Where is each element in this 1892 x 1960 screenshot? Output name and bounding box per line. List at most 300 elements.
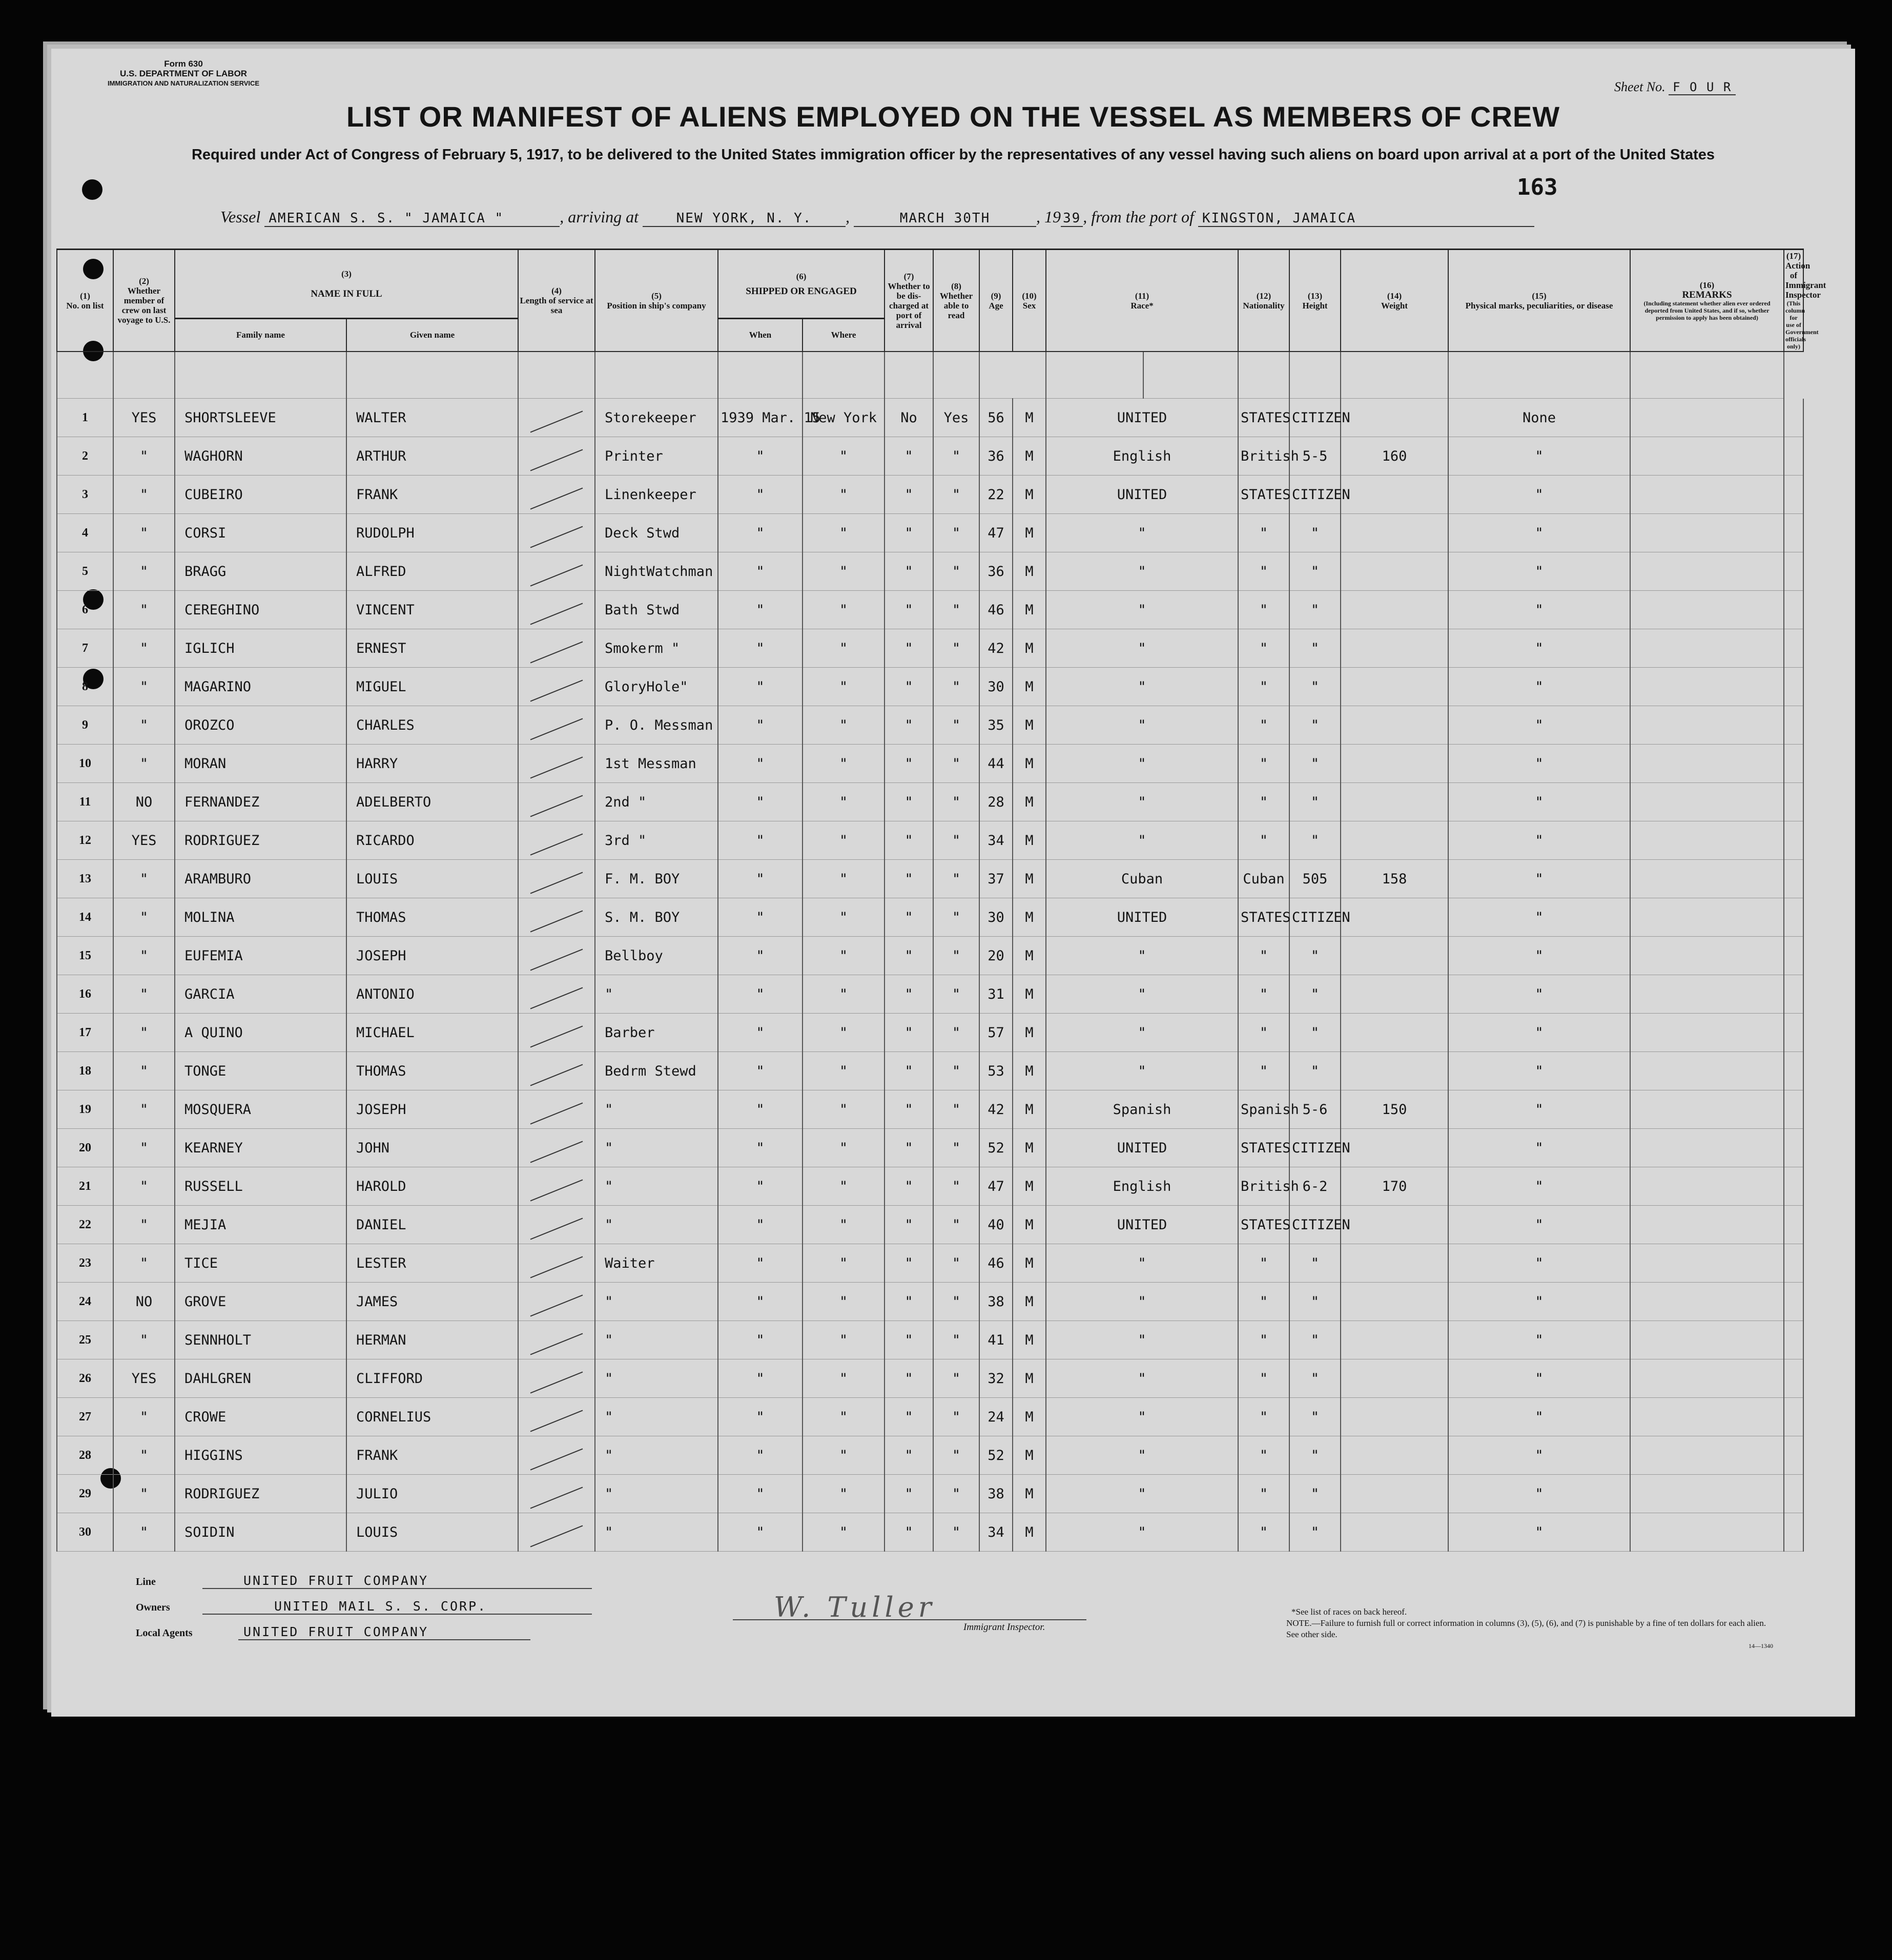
check-mark-icon	[530, 1256, 583, 1278]
cell-prev: "	[113, 898, 175, 937]
check-mark-cell	[518, 1129, 595, 1167]
cell-age: 36	[979, 552, 1013, 591]
cell-height: "	[1289, 629, 1341, 668]
empty-cell	[1630, 629, 1784, 668]
cell-position: Printer	[595, 437, 718, 476]
cell-marks: "	[1448, 629, 1630, 668]
cell-nat: "	[1238, 783, 1289, 821]
cell-nat: "	[1238, 1398, 1289, 1436]
cell-race: English	[1046, 437, 1238, 476]
cell-race: "	[1046, 1244, 1238, 1283]
check-mark-cell	[518, 437, 595, 476]
cell-weight	[1341, 1398, 1448, 1436]
vessel-line: Vessel AMERICAN S. S. " JAMAICA " , arriving at NEW YORK, N. Y. , MARCH 30TH , 19 39 , from the port of KINGSTON, JAMAICA	[220, 208, 1534, 227]
col-header-read: (8) Whether able to read	[933, 250, 979, 352]
cell-nat: "	[1238, 1475, 1289, 1513]
cell-disch: "	[885, 591, 933, 629]
cell-marks: "	[1448, 1167, 1630, 1206]
cell-no: 20	[57, 1129, 113, 1167]
cell-position: Bellboy	[595, 937, 718, 975]
arriving-port: NEW YORK, N. Y.	[643, 211, 846, 227]
empty-cell	[1630, 1129, 1784, 1167]
cell-family: GARCIA	[175, 975, 346, 1014]
cell-position: "	[595, 1513, 718, 1552]
cell-no: 8	[57, 668, 113, 706]
cell-read: Yes	[933, 399, 979, 437]
check-mark-icon	[530, 1371, 583, 1393]
empty-cell	[1630, 898, 1784, 937]
cell-family: KEARNEY	[175, 1129, 346, 1167]
cell-read: "	[933, 514, 979, 552]
empty-cell	[1630, 552, 1784, 591]
cell-nat: "	[1238, 937, 1289, 975]
cell-disch: "	[885, 821, 933, 860]
cell-family: OROZCO	[175, 706, 346, 745]
cell-no: 17	[57, 1014, 113, 1052]
cell-family: HIGGINS	[175, 1436, 346, 1475]
cell-sex: M	[1013, 975, 1046, 1014]
cell-family: SENNHOLT	[175, 1321, 346, 1359]
cell-marks: "	[1448, 552, 1630, 591]
check-mark-icon	[530, 1294, 583, 1316]
empty-cell	[1784, 1398, 1803, 1436]
cell-weight: 170	[1341, 1167, 1448, 1206]
check-mark-icon	[530, 833, 583, 855]
col-header-discharged: (7) Whether to be dis-charged at port of arrival	[885, 250, 933, 352]
cell-position: "	[595, 1283, 718, 1321]
cell-when: "	[718, 552, 803, 591]
cell-height: "	[1289, 1283, 1341, 1321]
cell-no: 26	[57, 1359, 113, 1398]
cell-nat: STATES	[1238, 399, 1289, 437]
cell-where: "	[803, 706, 885, 745]
cell-sex: M	[1013, 783, 1046, 821]
cell-family: CORSI	[175, 514, 346, 552]
cell-nat: "	[1238, 1321, 1289, 1359]
check-mark-icon	[530, 1448, 583, 1470]
table-row	[57, 898, 1803, 937]
check-mark-icon	[530, 1333, 583, 1355]
cell-when: 1939 Mar. 15	[718, 399, 803, 437]
cell-no: 22	[57, 1206, 113, 1244]
cell-height: "	[1289, 1321, 1341, 1359]
empty-cell	[1784, 591, 1803, 629]
cell-weight	[1341, 591, 1448, 629]
cell-race: "	[1046, 591, 1238, 629]
cell-given: FRANK	[346, 476, 518, 514]
cell-read: "	[933, 1359, 979, 1398]
note-text: —Failure to furnish full or correct information in columns (3), (5), (6), and (7) is punishable by a fine of ten dollars for each alien. See other side.	[1286, 1618, 1766, 1639]
cell-no: 9	[57, 706, 113, 745]
cell-disch: "	[885, 1359, 933, 1398]
cell-nat: STATES	[1238, 898, 1289, 937]
cell-when: "	[718, 1321, 803, 1359]
cell-read: "	[933, 860, 979, 898]
cell-where: "	[803, 1283, 885, 1321]
cell-given: JAMES	[346, 1283, 518, 1321]
arrival-date: MARCH 30TH	[854, 211, 1036, 227]
cell-no: 11	[57, 783, 113, 821]
form-header-block	[108, 59, 259, 88]
cell-sex: M	[1013, 821, 1046, 860]
cell-when: "	[718, 1398, 803, 1436]
cell-read: "	[933, 1475, 979, 1513]
cell-nat: "	[1238, 1513, 1289, 1552]
cell-position: "	[595, 1167, 718, 1206]
col-header-shipped: (6) SHIPPED OR ENGAGED	[718, 250, 885, 319]
cell-no: 15	[57, 937, 113, 975]
cell-sex: M	[1013, 437, 1046, 476]
cell-no: 5	[57, 552, 113, 591]
col-header-no: (1) No. on list	[57, 250, 113, 352]
cell-given: LOUIS	[346, 1513, 518, 1552]
cell-where: "	[803, 783, 885, 821]
cell-given: MIGUEL	[346, 668, 518, 706]
cell-family: MAGARINO	[175, 668, 346, 706]
table-row	[57, 1359, 1803, 1398]
table-row	[57, 1283, 1803, 1321]
col-header-weight: (14) Weight	[1341, 250, 1448, 352]
col-header-nationality: (12) Nationality	[1238, 250, 1289, 352]
check-mark-cell	[518, 1244, 595, 1283]
cell-prev: "	[113, 1090, 175, 1129]
cell-no: 19	[57, 1090, 113, 1129]
cell-nat: "	[1238, 668, 1289, 706]
cell-where: "	[803, 1206, 885, 1244]
cell-nat: "	[1238, 629, 1289, 668]
cell-disch: No	[885, 399, 933, 437]
cell-weight	[1341, 476, 1448, 514]
cell-prev: YES	[113, 821, 175, 860]
form-number: Form 630	[164, 59, 203, 69]
cell-read: "	[933, 476, 979, 514]
cell-disch: "	[885, 514, 933, 552]
cell-position: Waiter	[595, 1244, 718, 1283]
cell-when: "	[718, 898, 803, 937]
table-row	[57, 591, 1803, 629]
cell-read: "	[933, 1283, 979, 1321]
cell-position: Bedrm Stewd	[595, 1052, 718, 1090]
cell-read: "	[933, 937, 979, 975]
table-row	[57, 821, 1803, 860]
cell-disch: "	[885, 1321, 933, 1359]
cell-prev: "	[113, 514, 175, 552]
empty-cell	[1630, 821, 1784, 860]
check-mark-cell	[518, 1206, 595, 1244]
cell-no: 16	[57, 975, 113, 1014]
empty-cell	[1630, 437, 1784, 476]
cell-family: RODRIGUEZ	[175, 821, 346, 860]
cell-sex: M	[1013, 1513, 1046, 1552]
empty-cell	[1784, 1475, 1803, 1513]
cell-prev: "	[113, 437, 175, 476]
cell-age: 22	[979, 476, 1013, 514]
cell-race: "	[1046, 1513, 1238, 1552]
empty-cell	[1630, 1244, 1784, 1283]
cell-where: "	[803, 745, 885, 783]
line-value: UNITED FRUIT COMPANY	[202, 1573, 592, 1589]
cell-given: ERNEST	[346, 629, 518, 668]
cell-age: 52	[979, 1436, 1013, 1475]
cell-read: "	[933, 1052, 979, 1090]
check-mark-cell	[518, 1359, 595, 1398]
empty-cell	[1630, 1321, 1784, 1359]
cell-nat: "	[1238, 1283, 1289, 1321]
cell-marks: "	[1448, 1321, 1630, 1359]
empty-cell	[1630, 975, 1784, 1014]
cell-no: 3	[57, 476, 113, 514]
cell-disch: "	[885, 783, 933, 821]
cell-sex: M	[1013, 1129, 1046, 1167]
table-row	[57, 860, 1803, 898]
empty-cell	[1630, 1283, 1784, 1321]
cell-no: 12	[57, 821, 113, 860]
cell-position: "	[595, 1475, 718, 1513]
cell-where: "	[803, 1398, 885, 1436]
cell-prev: "	[113, 745, 175, 783]
cell-given: RUDOLPH	[346, 514, 518, 552]
empty-cell	[1784, 783, 1803, 821]
cell-when: "	[718, 629, 803, 668]
cell-given: JULIO	[346, 1475, 518, 1513]
check-mark-cell	[518, 1167, 595, 1206]
cell-read: "	[933, 629, 979, 668]
cell-when: "	[718, 1475, 803, 1513]
arriving-label: , arriving at	[560, 208, 639, 226]
cell-marks: "	[1448, 706, 1630, 745]
sheet-number	[1614, 79, 1736, 95]
cell-no: 6	[57, 591, 113, 629]
cell-race: "	[1046, 821, 1238, 860]
cell-read: "	[933, 1129, 979, 1167]
cell-prev: "	[113, 1398, 175, 1436]
cell-age: 57	[979, 1014, 1013, 1052]
cell-age: 46	[979, 1244, 1013, 1283]
cell-position: Barber	[595, 1014, 718, 1052]
cell-given: THOMAS	[346, 898, 518, 937]
cell-nat: "	[1238, 745, 1289, 783]
cell-nat: "	[1238, 1359, 1289, 1398]
cell-disch: "	[885, 1014, 933, 1052]
col-header-race: (11) Race*	[1046, 250, 1238, 352]
cell-weight: 150	[1341, 1090, 1448, 1129]
cell-sex: M	[1013, 476, 1046, 514]
cell-height: "	[1289, 821, 1341, 860]
cell-prev: YES	[113, 1359, 175, 1398]
cell-race: UNITED	[1046, 1206, 1238, 1244]
cell-read: "	[933, 1513, 979, 1552]
empty-cell	[1630, 1475, 1784, 1513]
cell-given: RICARDO	[346, 821, 518, 860]
cell-marks: "	[1448, 476, 1630, 514]
check-mark-icon	[530, 1025, 583, 1047]
check-mark-cell	[518, 591, 595, 629]
cell-position: F. M. BOY	[595, 860, 718, 898]
cell-marks: "	[1448, 745, 1630, 783]
manifest-rows	[57, 352, 1803, 1552]
cell-no: 18	[57, 1052, 113, 1090]
cell-height: "	[1289, 514, 1341, 552]
cell-disch: "	[885, 668, 933, 706]
cell-given: CLIFFORD	[346, 1359, 518, 1398]
cell-disch: "	[885, 898, 933, 937]
col-header-remarks: (16) REMARKS (Including statement whether alien ever ordered deported from United States, and if so, whether permission to apply has been obtained)	[1630, 250, 1784, 352]
cell-family: BRAGG	[175, 552, 346, 591]
cell-height: "	[1289, 1052, 1341, 1090]
cell-position: S. M. BOY	[595, 898, 718, 937]
cell-no: 2	[57, 437, 113, 476]
check-mark-cell	[518, 1513, 595, 1552]
empty-cell	[1630, 783, 1784, 821]
cell-prev: "	[113, 476, 175, 514]
cell-weight: 160	[1341, 437, 1448, 476]
cell-race: "	[1046, 1436, 1238, 1475]
check-mark-cell	[518, 860, 595, 898]
empty-cell	[1784, 860, 1803, 898]
cell-when: "	[718, 1206, 803, 1244]
cell-when: "	[718, 783, 803, 821]
cell-family: CROWE	[175, 1398, 346, 1436]
empty-cell	[1630, 860, 1784, 898]
table-row	[57, 1475, 1803, 1513]
cell-family: MOSQUERA	[175, 1090, 346, 1129]
cell-read: "	[933, 1090, 979, 1129]
cell-marks: "	[1448, 898, 1630, 937]
check-mark-cell	[518, 1475, 595, 1513]
check-mark-cell	[518, 706, 595, 745]
cell-disch: "	[885, 1244, 933, 1283]
cell-age: 30	[979, 898, 1013, 937]
cell-where: "	[803, 629, 885, 668]
cell-disch: "	[885, 1436, 933, 1475]
cell-position: 3rd "	[595, 821, 718, 860]
cell-weight: 158	[1341, 860, 1448, 898]
cell-prev: YES	[113, 399, 175, 437]
empty-cell	[1784, 1244, 1803, 1283]
cell-sex: M	[1013, 1090, 1046, 1129]
cell-nat: "	[1238, 591, 1289, 629]
cell-marks: "	[1448, 1436, 1630, 1475]
cell-where: "	[803, 437, 885, 476]
cell-sex: M	[1013, 1436, 1046, 1475]
check-mark-icon	[530, 679, 583, 702]
cell-read: "	[933, 668, 979, 706]
cell-age: 24	[979, 1398, 1013, 1436]
cell-race: "	[1046, 629, 1238, 668]
cell-family: TICE	[175, 1244, 346, 1283]
cell-position: "	[595, 1398, 718, 1436]
check-mark-cell	[518, 1283, 595, 1321]
races-note: *See list of races on back hereof.	[1291, 1607, 1407, 1617]
empty-cell	[1630, 1052, 1784, 1090]
cell-when: "	[718, 1283, 803, 1321]
check-mark-cell	[518, 476, 595, 514]
cell-height: "	[1289, 745, 1341, 783]
cell-no: 10	[57, 745, 113, 783]
empty-cell	[1630, 745, 1784, 783]
punch-hole	[82, 179, 102, 200]
cell-race: Spanish	[1046, 1090, 1238, 1129]
cell-where: "	[803, 937, 885, 975]
cell-family: FERNANDEZ	[175, 783, 346, 821]
cell-age: 28	[979, 783, 1013, 821]
cell-marks: "	[1448, 783, 1630, 821]
cell-age: 52	[979, 1129, 1013, 1167]
cell-weight	[1341, 1206, 1448, 1244]
cell-race: "	[1046, 1398, 1238, 1436]
empty-cell	[1784, 1129, 1803, 1167]
cell-nat: "	[1238, 1052, 1289, 1090]
cell-disch: "	[885, 937, 933, 975]
check-mark-icon	[530, 948, 583, 971]
cell-height: "	[1289, 668, 1341, 706]
cell-marks: "	[1448, 1206, 1630, 1244]
cell-marks: "	[1448, 1513, 1630, 1552]
cell-no: 27	[57, 1398, 113, 1436]
page-title: LIST OR MANIFEST OF ALIENS EMPLOYED ON THE VESSEL AS MEMBERS OF CREW	[346, 100, 1560, 133]
empty-cell	[1784, 1090, 1803, 1129]
cell-nat: Cuban	[1238, 860, 1289, 898]
cell-family: WAGHORN	[175, 437, 346, 476]
cell-when: "	[718, 1436, 803, 1475]
cell-race: "	[1046, 783, 1238, 821]
cell-nat: "	[1238, 552, 1289, 591]
cell-prev: "	[113, 1129, 175, 1167]
check-mark-icon	[530, 641, 583, 663]
cell-where: "	[803, 1475, 885, 1513]
check-mark-icon	[530, 872, 583, 894]
footer-owners	[136, 1599, 592, 1615]
owners-label: Owners	[136, 1602, 170, 1613]
year-prefix: 19	[1044, 208, 1061, 226]
cell-marks: "	[1448, 1283, 1630, 1321]
cell-weight	[1341, 1052, 1448, 1090]
cell-age: 42	[979, 1090, 1013, 1129]
empty-cell	[1784, 629, 1803, 668]
check-mark-icon	[530, 795, 583, 817]
cell-sex: M	[1013, 706, 1046, 745]
cell-given: LOUIS	[346, 860, 518, 898]
cell-age: 47	[979, 1167, 1013, 1206]
check-mark-icon	[530, 1141, 583, 1163]
cell-nat: "	[1238, 821, 1289, 860]
table-row	[57, 1090, 1803, 1129]
cell-family: RUSSELL	[175, 1167, 346, 1206]
table-row	[57, 745, 1803, 783]
cell-position: 1st Messman	[595, 745, 718, 783]
table-row	[57, 437, 1803, 476]
owners-value: UNITED MAIL S. S. CORP.	[202, 1599, 592, 1615]
cell-marks: None	[1448, 399, 1630, 437]
empty-cell	[1784, 668, 1803, 706]
cell-race: "	[1046, 706, 1238, 745]
cell-marks: "	[1448, 860, 1630, 898]
cell-read: "	[933, 898, 979, 937]
empty-cell	[1630, 706, 1784, 745]
cell-when: "	[718, 937, 803, 975]
cell-given: CORNELIUS	[346, 1398, 518, 1436]
empty-cell	[1630, 1513, 1784, 1552]
cell-weight	[1341, 975, 1448, 1014]
cell-where: "	[803, 1359, 885, 1398]
cell-marks: "	[1448, 1090, 1630, 1129]
footer-line	[136, 1573, 592, 1589]
cell-given: HARRY	[346, 745, 518, 783]
cell-race: UNITED	[1046, 399, 1238, 437]
cell-age: 37	[979, 860, 1013, 898]
check-mark-cell	[518, 629, 595, 668]
cell-weight	[1341, 898, 1448, 937]
